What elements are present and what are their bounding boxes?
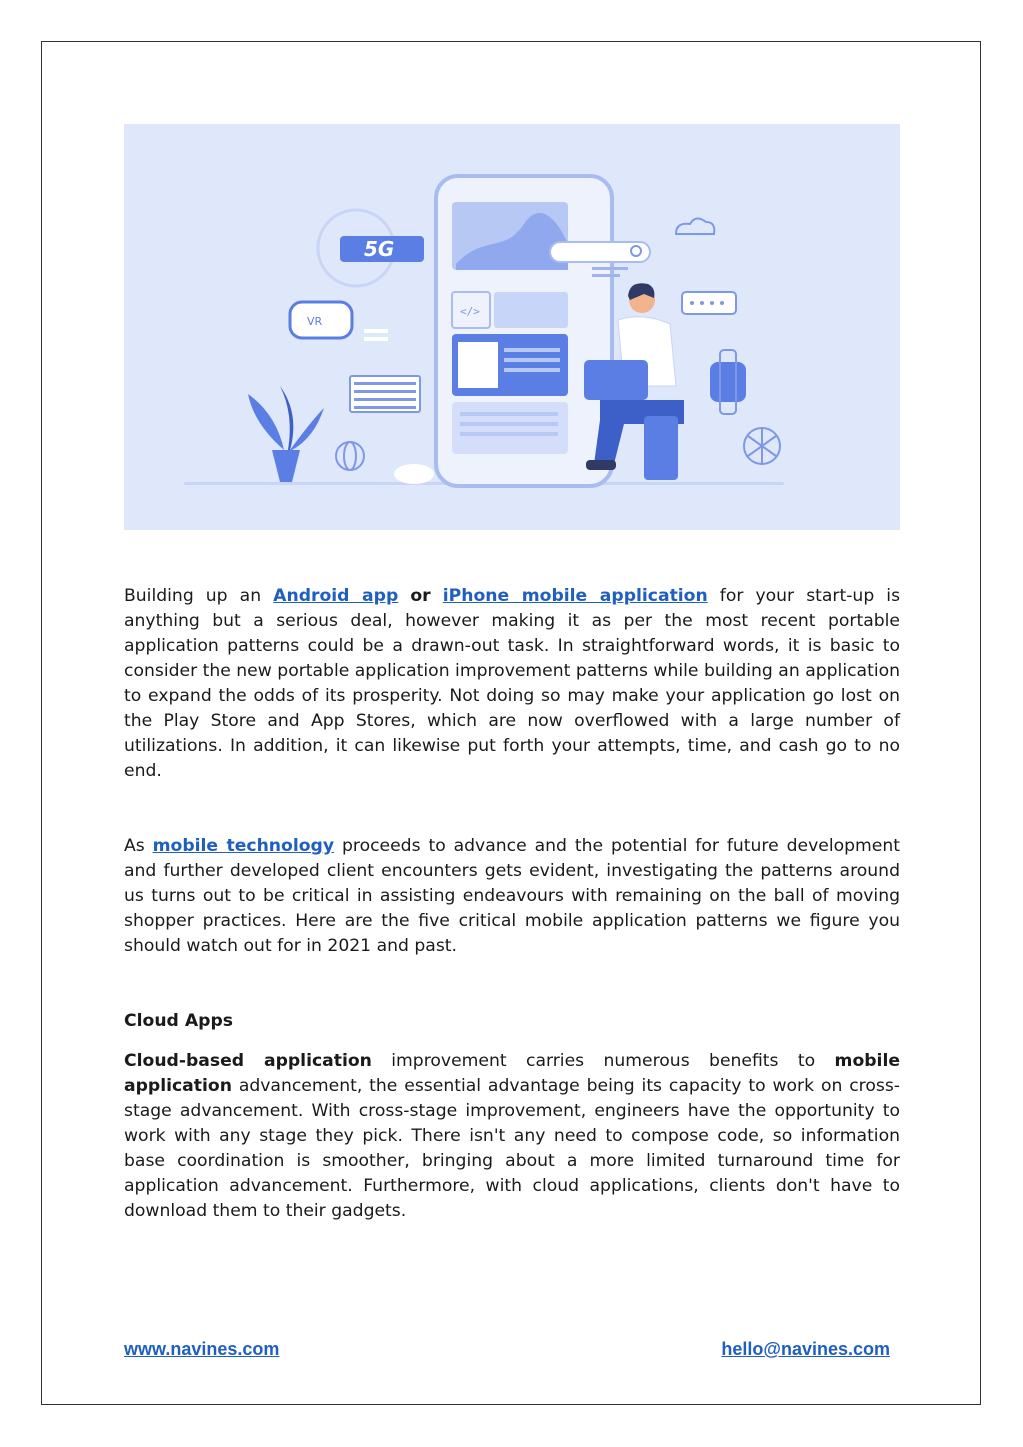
website-link[interactable]: www.navines.com bbox=[124, 1339, 280, 1359]
android-app-link[interactable]: Android app bbox=[273, 586, 399, 606]
email-link[interactable]: hello@navines.com bbox=[721, 1339, 890, 1359]
hero-illustration bbox=[124, 124, 900, 530]
vr-label: VR bbox=[307, 315, 323, 328]
intro-paragraph: Building up an Android app or iPhone mobile application for your start-up is anything but a serious deal, however making it as per the most recent portable application patterns could be a drawn-out task. In straightforward words, it is basic to consider the new portable application improvement patterns while building an application to expand the odds of its prosperity. Not doing so may make your application go lost on the Play Store and App Stores, which are now overflowed with a large number of utilizations. In addition, it can likewise put forth your attempts, time, and cash go to no end. bbox=[124, 586, 901, 781]
mobile-technology-link[interactable]: mobile technology bbox=[152, 836, 335, 856]
cloud-apps-paragraph: Cloud-based application improvement carries numerous benefits to mobile application advancement, the essential advantage being its capacity to work on cross-stage advancement. With cross-stage improvement, engineers have the opportunity to work with any stage they pick. There isn't any need to compose code, so information base coordination is smoother, bringing about a more limited turnaround time for application advancement. Furthermore, with cloud applications, clients don't have to download them to their gadgets. bbox=[124, 1051, 900, 1221]
badge-5g: 5G bbox=[364, 237, 395, 261]
trends-paragraph: As mobile technology proceeds to advance and the potential for future development and further developed client encounters gets evident, investigating the patterns around us turns out to be critical in assisting endeavours with remaining on the ball of moving shopper practices. Here are the five critical mobile application patterns we figure you should watch out for in 2021 and past. bbox=[124, 836, 900, 956]
svg-text:</>: </> bbox=[460, 305, 480, 318]
iphone-app-link[interactable]: iPhone mobile application bbox=[442, 586, 708, 606]
section-heading: Cloud Apps bbox=[124, 1011, 233, 1031]
